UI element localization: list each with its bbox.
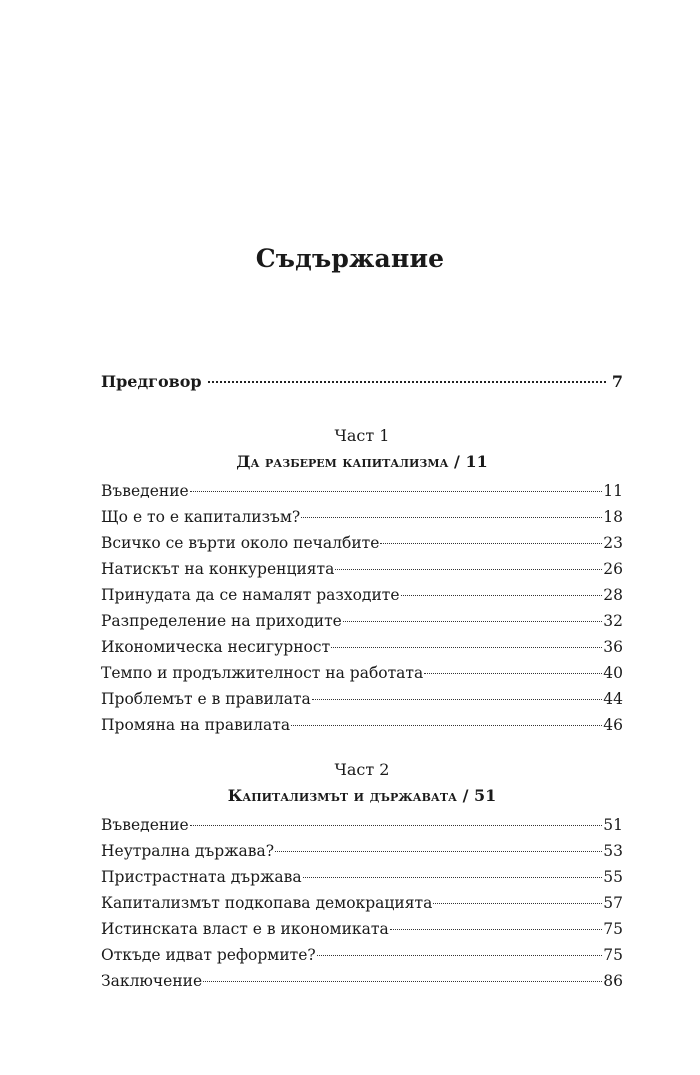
dot-leader bbox=[317, 954, 603, 956]
toc-entry-label: Промяна на правилата bbox=[101, 716, 291, 734]
toc-entry bbox=[101, 894, 623, 912]
toc-entry bbox=[101, 638, 623, 656]
dot-leader bbox=[275, 850, 602, 852]
dot-leader bbox=[424, 672, 602, 674]
toc-entry-label: Истинската власт е в икономиката bbox=[101, 920, 389, 938]
part-1-heading-page: / 11 bbox=[454, 452, 488, 471]
toc-entry-label: Неутрална държава? bbox=[101, 842, 274, 860]
dot-leader bbox=[303, 876, 603, 878]
toc-entry-page: 32 bbox=[603, 612, 623, 630]
toc-entry-page: 46 bbox=[603, 716, 623, 734]
toc-entry-label: Разпределение на приходите bbox=[101, 612, 342, 630]
toc-entry-page: 75 bbox=[603, 920, 623, 938]
dot-leader bbox=[312, 698, 603, 700]
toc-entry-label: Капитализмът подкопава демокрацията bbox=[101, 894, 433, 912]
dot-leader bbox=[203, 980, 602, 982]
toc-entry-label: Що е то е капитализъм? bbox=[101, 508, 301, 526]
toc-entry bbox=[101, 534, 623, 552]
toc-entry bbox=[101, 612, 623, 630]
toc-entry-label: Проблемът е в правилата bbox=[101, 690, 311, 708]
toc-entry-page: 36 bbox=[603, 638, 623, 656]
page-title: Съдържание bbox=[255, 244, 445, 273]
toc-entry-page: 55 bbox=[603, 868, 623, 886]
toc-entry-page: 7 bbox=[611, 372, 623, 391]
part-1-heading-first: Д bbox=[236, 452, 251, 471]
toc-entry-label: Пристрастната държава bbox=[101, 868, 302, 886]
dot-leader bbox=[335, 568, 602, 570]
toc-entry-page: 51 bbox=[603, 816, 623, 834]
part-2-heading-page: / 51 bbox=[462, 786, 497, 805]
toc-entry bbox=[101, 920, 623, 938]
toc-entry-preface bbox=[101, 372, 623, 391]
toc-entry-label: Въведение bbox=[101, 482, 189, 500]
toc-entry-page: 23 bbox=[603, 534, 623, 552]
toc-entry bbox=[101, 560, 623, 578]
toc-entry-page: 53 bbox=[603, 842, 623, 860]
toc-entry-label: Натискът на конкуренцията bbox=[101, 560, 335, 578]
toc-entry-label: Темпо и продължителност на работата bbox=[101, 664, 424, 682]
dot-leader bbox=[190, 490, 603, 492]
toc-entry-page: 86 bbox=[603, 972, 623, 990]
toc-entry bbox=[101, 842, 623, 860]
dot-leader bbox=[401, 594, 603, 596]
dot-leader bbox=[433, 902, 602, 904]
toc-entry bbox=[101, 508, 623, 526]
dot-leader bbox=[331, 646, 602, 648]
part-1-label: Част 1 bbox=[334, 426, 390, 445]
toc-entry bbox=[101, 946, 623, 964]
toc-entry-page: 75 bbox=[603, 946, 623, 964]
toc-entry bbox=[101, 482, 623, 500]
toc-entry-label: Заключение bbox=[101, 972, 203, 990]
toc-entry bbox=[101, 586, 623, 604]
toc-entry-page: 57 bbox=[603, 894, 623, 912]
part-1-heading bbox=[101, 452, 623, 471]
dot-leader bbox=[390, 928, 603, 930]
toc-entry-label: Въведение bbox=[101, 816, 189, 834]
toc-entry-page: 44 bbox=[603, 690, 623, 708]
toc-entry-label: Икономическа несигурност bbox=[101, 638, 331, 656]
dot-leader bbox=[208, 380, 606, 383]
toc-entry bbox=[101, 716, 623, 734]
toc-entry-label: Откъде идват реформите? bbox=[101, 946, 316, 964]
toc-entry-label: Принудата да се намалят разходите bbox=[101, 586, 400, 604]
toc-entry-label: Всичко се върти около печалбите bbox=[101, 534, 380, 552]
part-2-heading bbox=[101, 786, 623, 805]
dot-leader bbox=[301, 516, 602, 518]
toc-entry-page: 18 bbox=[603, 508, 623, 526]
toc-entry bbox=[101, 868, 623, 886]
dot-leader bbox=[190, 824, 603, 826]
part-2-heading-rest: апитализмът и държавата bbox=[242, 786, 458, 805]
dot-leader bbox=[291, 724, 602, 726]
part-2-label: Част 2 bbox=[334, 760, 390, 779]
toc-entry-page: 28 bbox=[603, 586, 623, 604]
toc-entry-page: 26 bbox=[603, 560, 623, 578]
toc-entry bbox=[101, 816, 623, 834]
toc-entry-label: Предговор bbox=[101, 372, 202, 391]
dot-leader bbox=[380, 542, 602, 544]
toc-entry-page: 11 bbox=[603, 482, 623, 500]
toc-entry bbox=[101, 690, 623, 708]
toc-entry-page: 40 bbox=[603, 664, 623, 682]
part-1-heading-rest: а разберем капитализма bbox=[250, 452, 449, 471]
toc-entry bbox=[101, 972, 623, 990]
dot-leader bbox=[343, 620, 602, 622]
part-2-heading-first: К bbox=[227, 786, 243, 805]
toc-entry bbox=[101, 664, 623, 682]
